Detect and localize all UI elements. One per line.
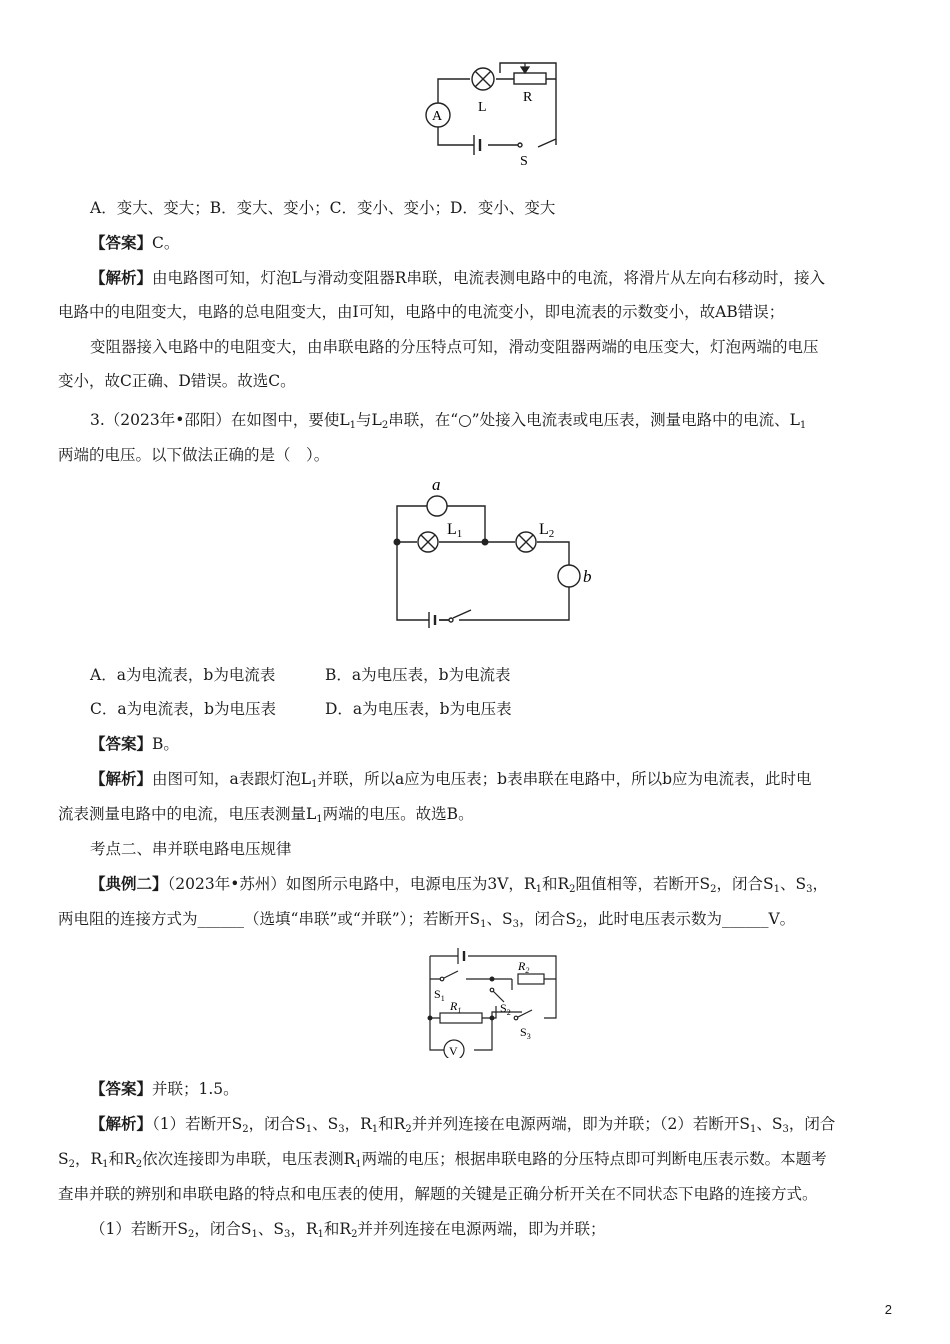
q3-option-b: B．a为电压表，b为电流表 (325, 666, 511, 684)
switch-label: S (520, 154, 528, 169)
slider-arrow-icon (521, 63, 529, 73)
circuit-figure-q2 (410, 55, 580, 175)
node-mid (482, 539, 489, 546)
q3-analysis-line2: 流表测量电路中的电流，电压表测量$L_1$两端的电压。故选B。 (58, 805, 474, 825)
q3-option-d: D．a为电压表，b为电压表 (325, 700, 512, 718)
q3-stem-line2: 两端的电压。以下做法正确的是（ ）。 (58, 446, 330, 464)
ex2-analysis-line2: $S_2$，$R_1$和$R_2$依次连接即为串联，电压表测$R_1$两端的电压；根据串联电路的分压特点即可判断电压表示数。本题考 (58, 1150, 827, 1170)
node-left (394, 539, 401, 546)
q3-stem-line1: 3.（2023年•邵阳）在如图中，要使$L_1$与$L_2$串联，在“○”处接入电流表或电压表，测量电路中的电流、$L_1$ (90, 411, 807, 431)
switch-s3-icon (516, 1010, 532, 1018)
rheostat-label: R (523, 90, 533, 105)
ex2-analysis-line4: （1）若断开$S_2$，闭合$S_1$、$S_3$，$R_1$和$R_2$并并列连接在电源两端，即为并联； (90, 1220, 606, 1240)
q3-option-c: C．a为电流表，b为电压表 (90, 700, 277, 718)
q2-analysis-line4: 变小，故C正确、D错误。故选C。 (58, 372, 296, 390)
ammeter-label: A (432, 109, 443, 124)
rheostat-icon (514, 73, 546, 84)
wire-ex2 (430, 956, 556, 1050)
voltmeter-label: V (449, 1044, 458, 1058)
switch-s1-icon (442, 971, 458, 979)
circuit-figure-q3 (385, 470, 600, 630)
meter-b-label: b (583, 567, 592, 586)
q3-analysis-line1: 【解析】由图可知，a表跟灯泡$L_1$并联，所以a应为电压表；b表串联在电路中，所以b应为电流表，此时电 (90, 769, 812, 790)
section-title: 考点二、串并联电路电压规律 (90, 840, 292, 858)
page-number: 2 (884, 1302, 892, 1317)
q2-options: A．变大、变大；B．变大、变小；C．变小、变小；D．变小、变大 (90, 199, 556, 217)
r2-label: $R_2$ (518, 959, 530, 975)
resistor-r2-icon (518, 974, 544, 984)
ex2-analysis-line3: 查串并联的辨别和串联电路的特点和电压表的使用，解题的关键是正确分析开关在不同状态下电路的连接方式。 (58, 1185, 818, 1203)
lamp-label: L (478, 100, 487, 115)
q2-analysis-line3: 变阻器接入电路中的电阻变大，由串联电路的分压特点可知，滑动变阻器两端的电压变大，灯泡两端的电压 (90, 338, 819, 356)
ex2-stem-line2: 两电阻的连接方式为______（选填“串联”或“并联”）；若断开$S_1$、$S_3$，闭合$S_2$，此时电压表示数为______V。 (58, 910, 796, 930)
meter-b-icon (558, 565, 580, 587)
s3-label: $S_3$ (520, 1025, 531, 1041)
q2-analysis-line1: 【解析】由电路图可知，灯泡L与滑动变阻器R串联，电流表测电路中的电流，将滑片从左向右移动时，接入 (90, 268, 825, 287)
q3-option-a: A．a为电流表，b为电流表 (90, 666, 276, 684)
s2-label: $S_2$ (500, 1001, 511, 1017)
q2-answer: 【答案】C。 (90, 233, 180, 252)
q3-answer: 【答案】B。 (90, 734, 179, 753)
ex2-stem-line1: 【典例二】（2023年•苏州）如图所示电路中，电源电压为3V，$R_1$和$R_2$阻值相等，若断开$S_2$，闭合$S_1$、$S_3$， (90, 874, 829, 895)
meter-a-icon (427, 496, 447, 516)
lamp-l2-label: L2 (539, 521, 555, 540)
switch-q3-icon (439, 610, 471, 620)
lamp-l1-label: L1 (447, 521, 463, 540)
circuit-figure-ex2 (422, 938, 572, 1058)
ex2-analysis-line1: 【解析】（1）若断开$S_2$，闭合$S_1$、$S_3$，$R_1$和$R_2$并并列连接在电源两端，即为并联；（2）若断开$S_1$、$S_3$，闭合 (90, 1114, 836, 1135)
meter-a-label: a (432, 475, 441, 494)
r1-label: $R_1$ (450, 999, 462, 1015)
answer-blank-2[interactable]: ______ (721, 910, 769, 928)
ex2-answer: 【答案】并联；1.5。 (90, 1079, 239, 1098)
answer-blank-1[interactable]: ______ (197, 910, 245, 928)
q2-analysis-line2: 电路中的电阻变大，电路的总电阻变大，由I可知，电路中的电流变小，即电流表的示数变小，故AB错误； (58, 303, 785, 321)
s1-label: $S_1$ (434, 987, 445, 1003)
